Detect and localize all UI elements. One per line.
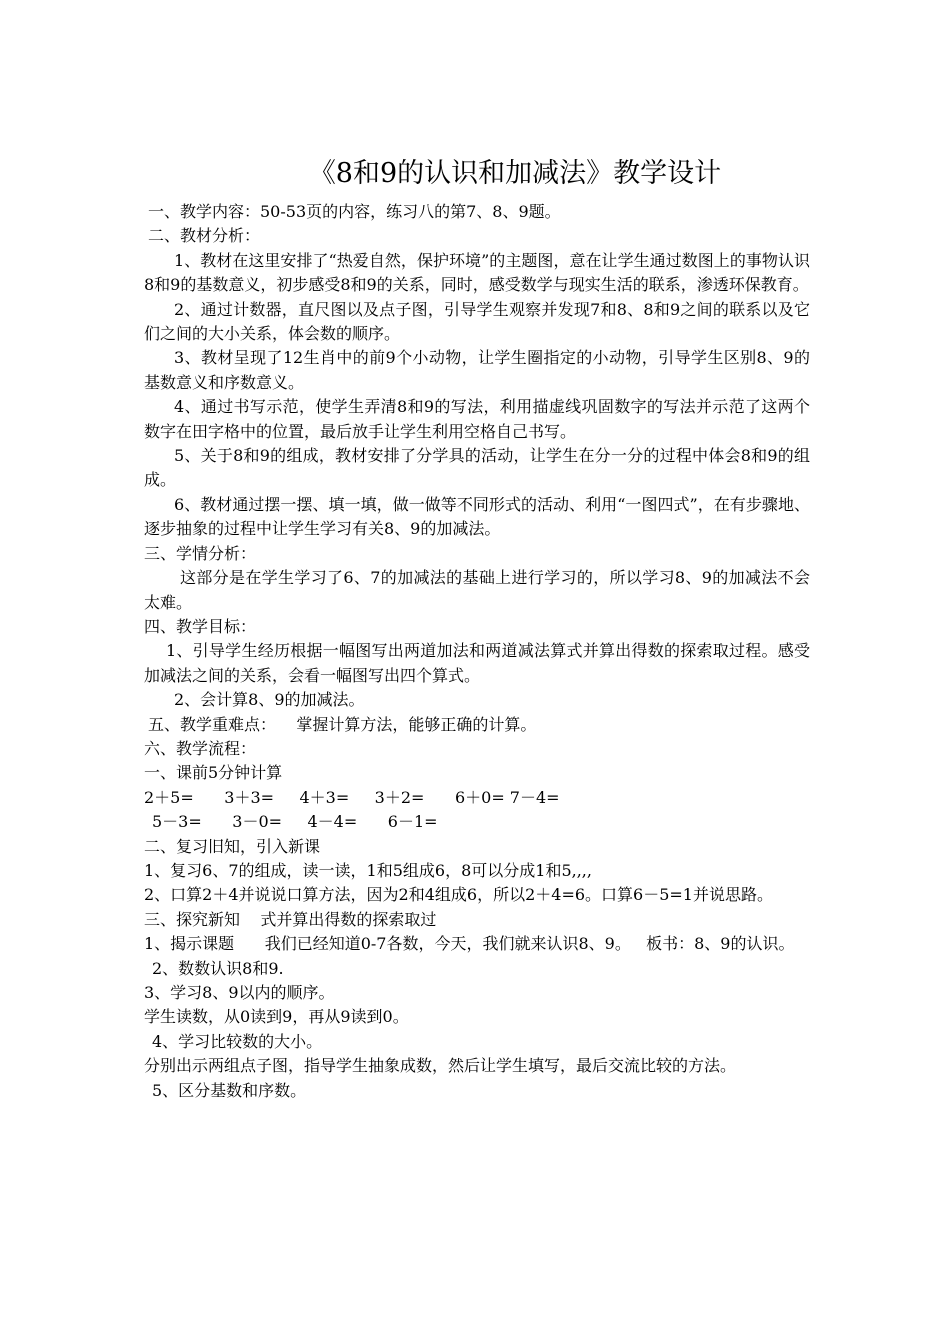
paragraph-material-4: 4、通过书写示范，使学生弄清8和9的写法，利用描虚线巩固数字的写法并示范了这两个数字在田字格中的位置，最后放手让学生利用空格自己书写。	[144, 397, 810, 441]
paragraph-material-6: 6、教材通过摆一摆、填一填，做一做等不同形式的活动、利用“一图四式”，在有步骤地、逐步抽象的过程中让学生学习有关8、9的加减法。	[144, 494, 810, 539]
section-heading-objectives: 四、教学目标：	[144, 616, 257, 636]
paragraph-explore-2: 2、数数认识8和9.	[152, 958, 284, 978]
calculation-row-2: 5－3= 3－0= 4－4= 6－1=	[152, 812, 438, 832]
paragraph-material-5: 5、关于8和9的组成，教材安排了分学具的活动，让学生在分一分的过程中体会8和9的组成。	[144, 446, 810, 490]
section-heading-student-analysis: 三、学情分析：	[144, 543, 257, 563]
step-explore: 三、探究新知 式并算出得数的探索取过	[144, 909, 437, 929]
paragraph-material-3: 3、教材呈现了12生肖中的前9个小动物，让学生圈指定的小动物，引导学生区别8、9的基数意义和序数意义。	[144, 348, 810, 392]
paragraph-review-2: 2、口算2＋4并说说口算方法，因为2和4组成6，所以2＋4=6。口算6－5=1并说思路。	[144, 885, 773, 905]
paragraph-student-analysis: 这部分是在学生学习了6、7的加减法的基础上进行学习的，所以学习8、9的加减法不会太难。	[144, 568, 810, 612]
section-key-points: 五、教学重难点： 掌握计算方法，能够正确的计算。	[148, 714, 537, 734]
paragraph-objective-1: 1、引导学生经历根据一幅图写出两道加法和两道减法算式并算出得数的探索取过程。感受加减法之间的关系，会看一幅图写出四个算式。	[144, 641, 810, 685]
paragraph-review-1: 1、复习6、7的组成，读一读，1和5组成6，8可以分成1和5,,,,	[144, 860, 592, 880]
paragraph-explore-4: 学生读数，从0读到9，再从9读到0。	[144, 1007, 409, 1027]
paragraph-objective-2: 2、会计算8、9的加减法。	[174, 690, 365, 710]
paragraph-explore-5: 4、学习比较数的大小。	[152, 1031, 323, 1051]
paragraph-explore-6: 分别出示两组点子图，指导学生抽象成数，然后让学生填写，最后交流比较的方法。	[144, 1056, 737, 1076]
section-heading-process: 六、教学流程：	[144, 738, 257, 758]
section-teaching-content: 一、教学内容：50-53页的内容，练习八的第7、8、9题。	[148, 202, 561, 221]
paragraph-explore-3: 3、学习8、9以内的顺序。	[144, 983, 335, 1002]
step-warmup-calculation: 一、课前5分钟计算	[144, 763, 283, 783]
paragraph-explore-1: 1、揭示课题 我们已经知道0-7各数，今天，我们就来认识8、9。 板书：8、9的认识。	[144, 934, 795, 954]
section-heading-material-analysis: 二、教材分析：	[148, 226, 261, 246]
calculation-row-1: 2＋5= 3＋3= 4＋3= 3＋2= 6＋0= 7－4=	[144, 787, 560, 807]
paragraph-material-1: 1、教材在这里安排了“热爱自然，保护环境”的主题图，意在让学生通过数图上的事物认识8和9的基数意义，初步感受8和9的关系，同时，感受数学与现实生活的联系，渗透环保教育。	[144, 250, 810, 295]
document-title: 《8和9的认识和加减法》教学设计	[308, 158, 722, 189]
step-review: 二、复习旧知，引入新课	[144, 836, 321, 856]
document-body	[144, 200, 810, 1103]
paragraph-material-2: 2、通过计数器，直尺图以及点子图，引导学生观察并发现7和8、8和9之间的联系以及它们之间的大小关系，体会数的顺序。	[144, 299, 810, 344]
paragraph-explore-7: 5、区分基数和序数。	[152, 1080, 307, 1100]
